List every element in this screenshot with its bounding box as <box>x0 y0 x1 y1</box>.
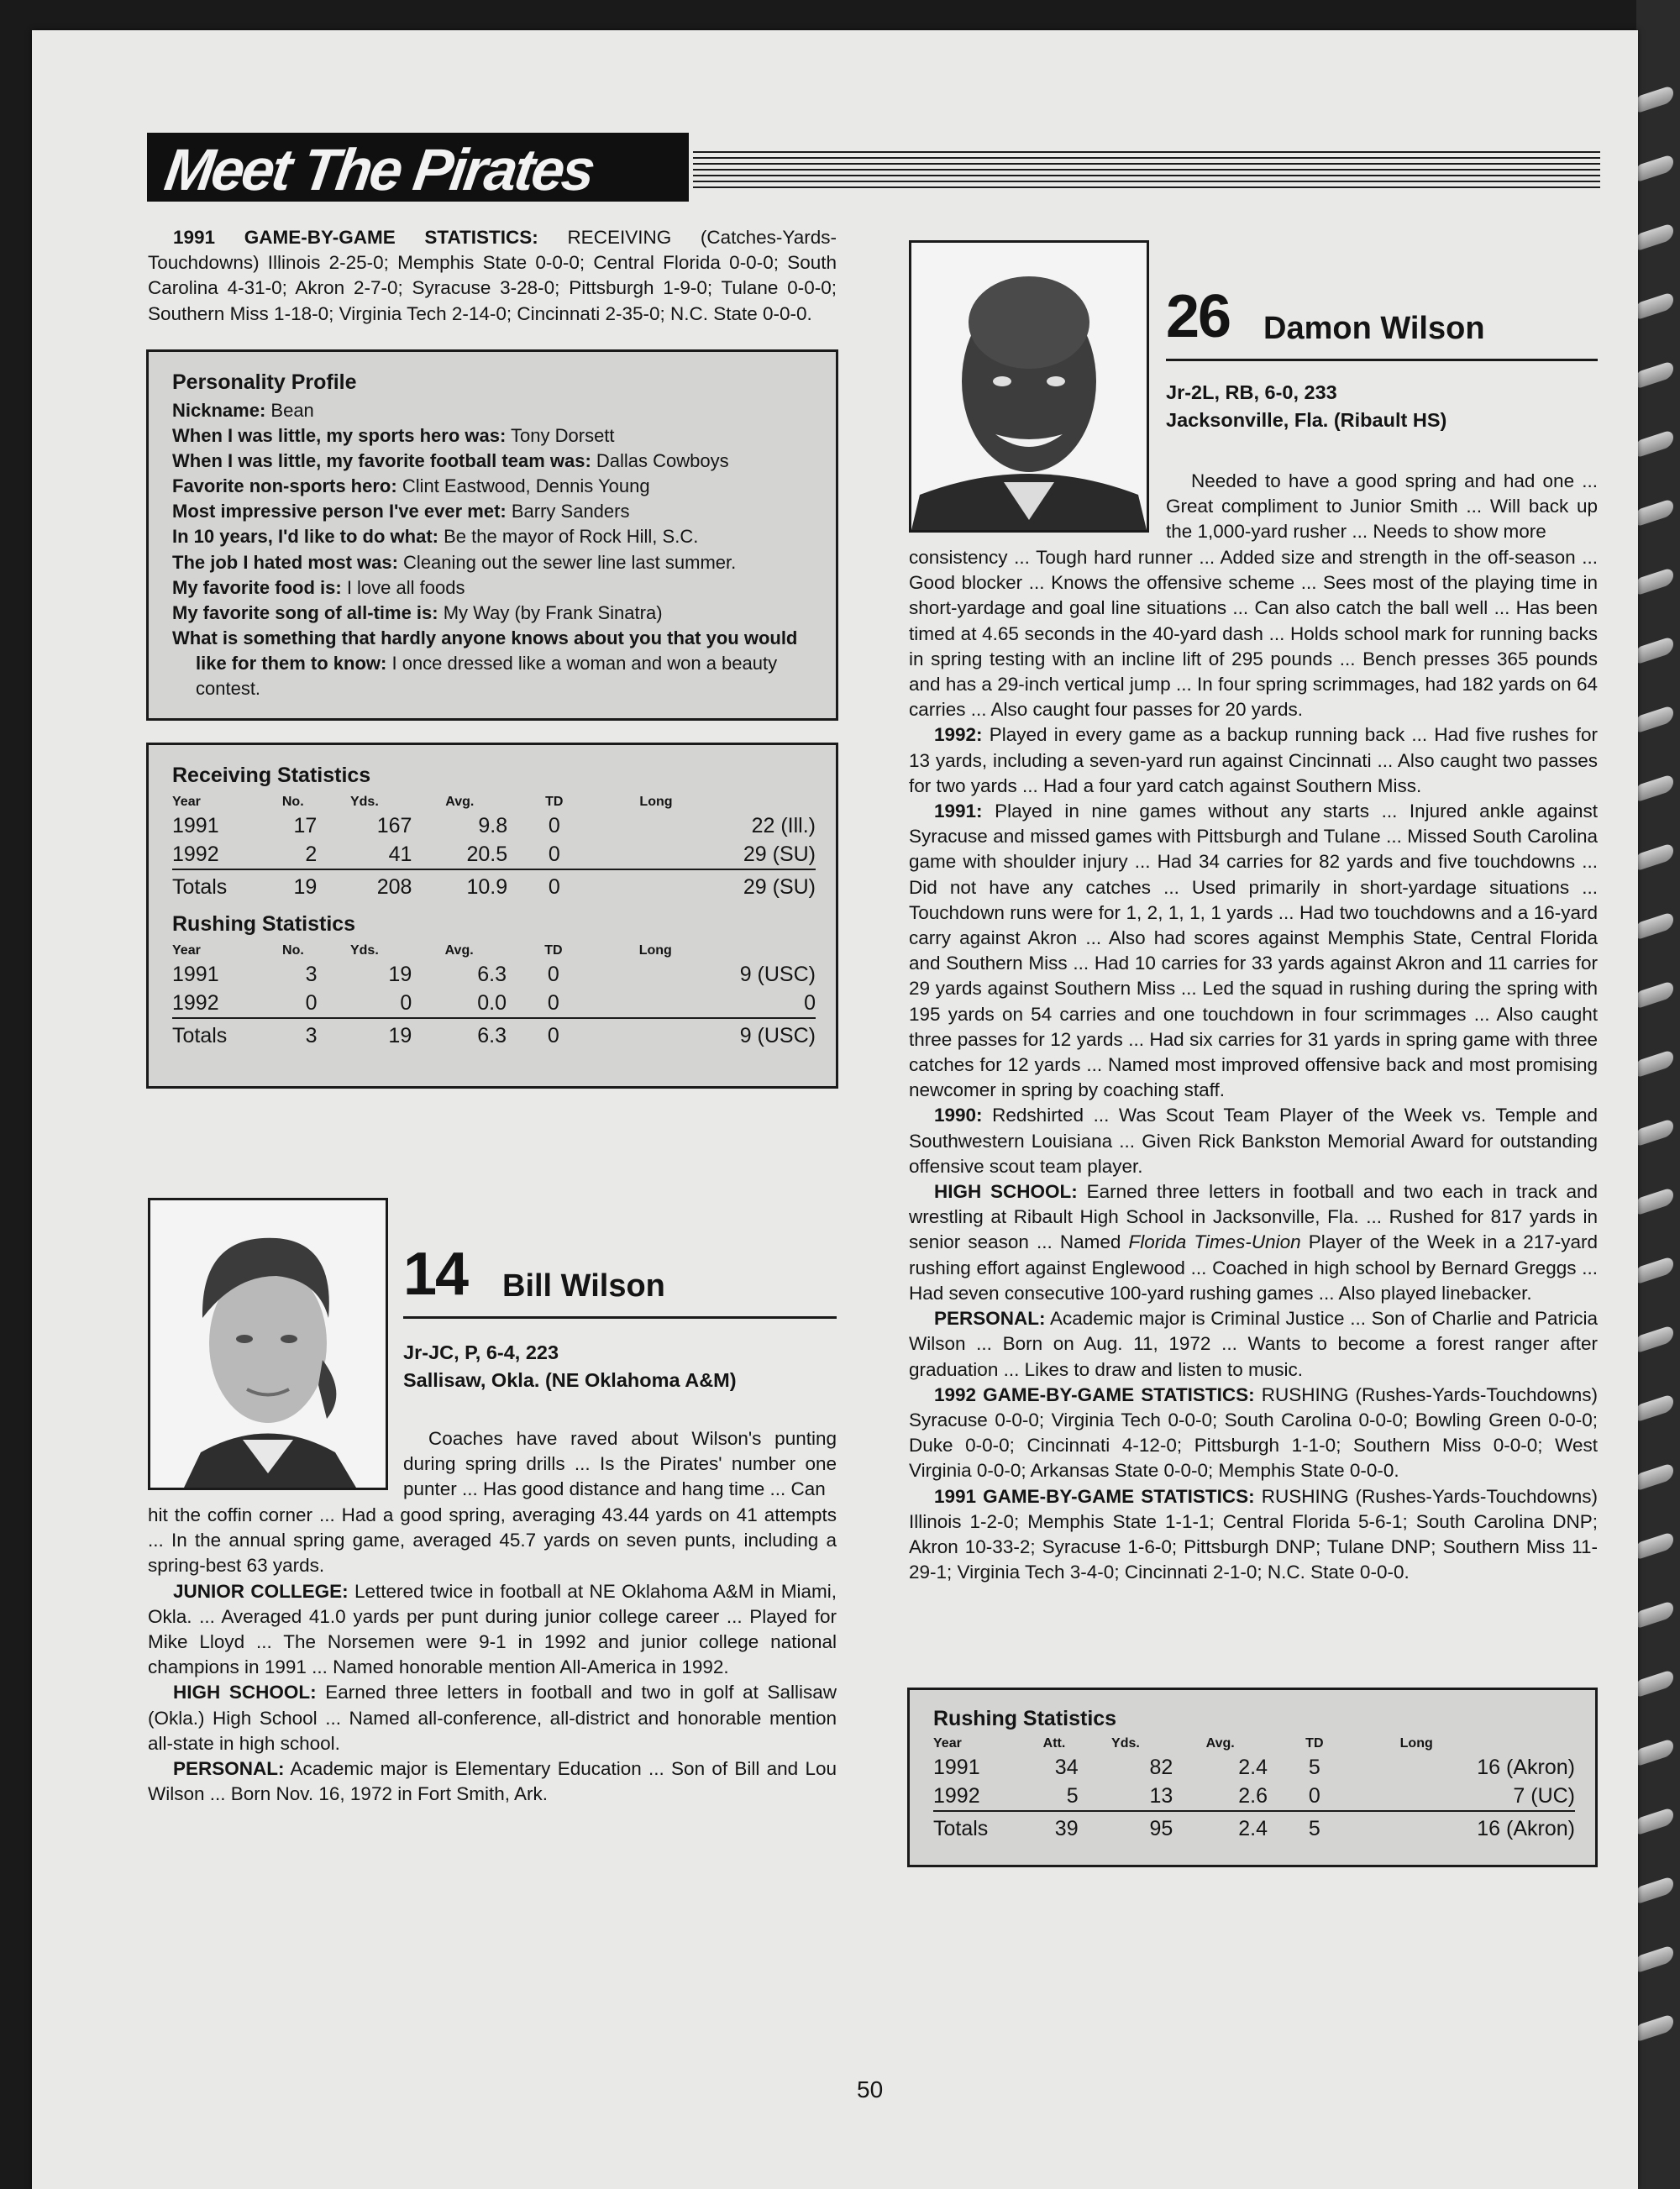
stat-cell: 1991 <box>933 1755 980 1779</box>
stat-cell: 16 (Akron) <box>1477 1755 1575 1779</box>
stat-cell: Year <box>172 795 201 809</box>
stat-cell: 1992 <box>172 990 219 1015</box>
bio-section-bill: JUNIOR COLLEGE: Lettered twice in football at NE Oklahoma A&M in Miami, Okla. ... Averaged 41.0 yards per punt during junior college career ... Played for Mike Lloyd ... The Norsemen were 9-1 in 1992 and junior college national champions in 1991 ... Named honorable mention All-America in 1992. <box>148 1580 837 1678</box>
stat-cell: Yds. <box>1111 1736 1140 1751</box>
stat-cell: Long <box>639 795 673 809</box>
personality-profile-box <box>146 349 838 721</box>
profile-question: In 10 years, I'd like to do what: <box>172 526 438 548</box>
stat-cell: Long <box>638 943 672 958</box>
player-photo-damon-wilson <box>909 240 1149 533</box>
profile-item <box>172 524 814 549</box>
stat-row <box>172 960 816 989</box>
stat-cell: 5 <box>1066 1783 1079 1808</box>
stat-cell: Avg. <box>445 795 475 809</box>
game-stats-1991-damon: 1991 GAME-BY-GAME STATISTICS: RUSHING (Rushes-Yards-Touchdowns) Illinois 1-2-0; Memphis State 1-1-1; Central Florida 5-6-1; South Carolina DNP; Akron 10-33-2; Syracuse 1-6-0; Pittsburgh DNP; Tulane DNP; Southern Miss 11-29-1; Virginia Tech 3-4-0; Cincinnati 2-1-0; N.C. State 0-0-0. <box>909 1485 1598 1583</box>
stat-cell: Totals <box>172 869 269 904</box>
header-rules <box>693 151 1600 198</box>
stat-cell: 17 <box>293 813 318 837</box>
stat-row <box>172 989 816 1018</box>
bio-intro-top-bill: Coaches have raved about Wilson's punting during spring drills ... Is the Pirates' number one punter ... Has good distance and hang time ... Can <box>403 1428 837 1500</box>
stat-cell: 6.3 <box>477 962 507 986</box>
stat-cell: 9 (USC) <box>739 962 816 986</box>
profile-answer: Dallas Cowboys <box>596 450 729 472</box>
stat-cell: 0 <box>305 990 318 1015</box>
profile-question: The job I hated most was: <box>172 551 398 573</box>
profile-item <box>172 449 814 474</box>
stat-cell: 19 <box>388 962 412 986</box>
profile-item <box>172 423 814 449</box>
stat-cell: 0.0 <box>477 990 507 1015</box>
bio-intro-top-damon: Needed to have a good spring and had one ... Great compliment to Junior Smith ... Will back up the 1,000-yard rusher ... Needs to show more <box>1166 470 1598 543</box>
stat-cell: 19 <box>269 869 317 904</box>
stat-cell: 1992 <box>933 1783 980 1808</box>
profile-answer: Clint Eastwood, Dennis Young <box>402 475 650 497</box>
stat-cell: 82 <box>1149 1755 1173 1779</box>
stat-cell: No. <box>282 943 304 958</box>
stat-cell: 3 <box>305 962 318 986</box>
name-rule-damon <box>1166 359 1598 361</box>
stat-cell: 167 <box>376 813 412 837</box>
stat-cell: 9.8 <box>478 813 508 837</box>
stat-cell: TD <box>1305 1736 1324 1751</box>
stat-cell: 0 <box>548 842 560 866</box>
bio-body-bill: hit the coffin corner ... Had a good spring, averaging 43.44 yards on 41 attempts ... In the annual spring game, averaged 45.7 yards on seven punts, including a spring-best 63 yards. JUNIOR COLLEGE: Lettered twice in football at NE Oklahoma A&M in Miami, Okla. ... Averaged 41.0 yards per punt during junior college career ... Played for Mike Lloyd ... The Norsemen were 9-1 in 1992 and junior college national champions in 1991 ... Named honorable mention All-America in 1992. HIGH SCHOOL: Earned three letters in football and two in golf at Sallisaw (Okla.) High School ... Named all-conference, all-district and honorable mention all-state in high school. PERSONAL: Academic major is Elementary Education ... Son of Bill and Lou Wilson ... Born Nov. 16, 1972 in Fort Smith, Ark. <box>148 1503 837 1807</box>
profile-question: Favorite non-sports hero: <box>172 475 397 497</box>
stat-cell: 7 (UC) <box>1513 1783 1575 1808</box>
stat-row <box>172 840 816 869</box>
stat-cell: 95 <box>1079 1811 1173 1845</box>
profile-item <box>172 398 814 423</box>
stat-cell: 6.3 <box>412 1018 507 1053</box>
stat-cell: 208 <box>317 869 412 904</box>
profile-item <box>172 601 814 626</box>
rushing-stats-table <box>172 942 816 1053</box>
stat-header-row <box>933 1735 1575 1753</box>
section-banner <box>147 133 689 202</box>
stat-cell: 22 (Ill.) <box>751 813 816 837</box>
stat-header-row <box>172 793 816 811</box>
stat-cell: Year <box>933 1736 962 1751</box>
profile-question: When I was little, my favorite football team was: <box>172 450 591 472</box>
player-meta-damon: Jr-2L, RB, 6-0, 233 Jacksonville, Fla. (Ribault HS) <box>1166 381 1447 431</box>
profile-question: When I was little, my sports hero was: <box>172 425 507 447</box>
profile-answer: Cleaning out the sewer line last summer. <box>403 551 737 573</box>
stat-cell: 9 (USC) <box>601 1018 816 1053</box>
bio-section-bill: PERSONAL: Academic major is Elementary Education ... Son of Bill and Lou Wilson ... Born Nov. 16, 1972 in Fort Smith, Ark. <box>148 1758 837 1805</box>
profile-question: What is something that hardly anyone knows about you that you would like for them to know: <box>172 627 798 674</box>
stat-cell: 1992 <box>172 842 219 866</box>
stat-cell: 13 <box>1149 1783 1173 1808</box>
stat-cell: 29 (SU) <box>743 842 816 866</box>
profile-answer: Barry Sanders <box>511 501 630 522</box>
stat-totals-row <box>933 1811 1575 1845</box>
binding-spine <box>1636 0 1680 2189</box>
stat-cell: 20.5 <box>466 842 508 866</box>
bio-high-school-damon: HIGH SCHOOL: Earned three letters in football and two each in track and wrestling at Ribault High School in Jacksonville, Fla. ... Rushed for 817 yards in senior season ... Named Florida Times-Union Player of the Week in a 217-yard rushing effort against Englewood ... Coached in high school by Bernard Greggs ... Had seven consecutive 100-yard rushing games ... Also played linebacker. <box>909 1181 1599 1304</box>
bio-1992-damon: 1992: Played in every game as a backup running back ... Had five rushes for 13 yards, including a seven-yard run against Cincinnati ... Also caught two passes for two yards ... Had a four yard catch against Southern Miss. <box>909 724 1598 796</box>
name-rule-bill <box>403 1316 837 1319</box>
bio-personal-damon: PERSONAL: Academic major is Criminal Justice ... Son of Charlie and Patricia Wilson ... Born on Aug. 11, 1972 ... Wants to become a forest ranger after graduation ... Likes to draw and listen to music. <box>909 1308 1599 1380</box>
stat-cell: No. <box>281 795 304 809</box>
bio-body-damon: consistency ... Tough hard runner ... Added size and strength in the off-season ... Good blocker ... Knows the offensive scheme ... Sees most of the playing time in short-yardage and goal line situations ... Can also catch the ball well ... Has been timed at 4.65 seconds in the 40-yard dash ... Holds school mark for running backs in spring testing with an incline lift of 295 pounds ... Bench presses 365 pounds and has a 29-inch vertical jump ... In four spring scrimmages, had 182 yards on 64 carries ... Also caught four passes for 20 yards. 1992: Played in every game as a backup running back ... Had five rushes for 13 yards, including a seven-yard run against Cincinnati ... Also caught two passes for two yards ... Had a four yard catch against Southern Miss. 1991: Played in nine games without any starts ... Injured ankle against Syracuse and missed games with Pittsburgh and Tulane ... Missed South Carolina game with shoulder injury ... Had 34 carries for 82 yards and five touchdowns ... Did not have any catches ... Used primarily in short-yardage situations ... Touchdown runs were for 1, 2, 1, 1, 1 yards ... Had two touchdowns and a 16-yard carry against Akron ... Also had scores against Memphis State, Central Florida and Southern Miss ... Had 10 carries for 33 yards against Akron and 11 carries for 29 yards against Southern Miss ... Led the squad in rushing during the spring with 195 yards on 54 carries and one touchdown in four scrimmages ... Also caught three passes for 12 yards ... Had six carries for 31 yards in spring game with three catches for 12 yards ... Named most improved offensive back and most promising newcomer in spring by coaching staff. 1990: Redshirted ... Was Scout Team Player of the Week vs. Temple and Southwestern Louisiana ... Given Rick Bankston Memorial Award for outstanding offensive scout team player. HIGH SCHOOL: Earned three letters in football and two each in track and wrestling at Ribault High School in Jacksonville, Fla. ... Rushed for 817 yards in senior season ... Named Florida Times-Union Player of the Week in a 217-yard rushing effort against Englewood ... Coached in high school by Bernard Greggs ... Had seven consecutive 100-yard rushing games ... Also played linebacker. PERSONAL: Academic major is Criminal Justice ... Son of Charlie and Patricia Wilson ... Born on Aug. 11, 1972 ... Wants to become a forest ranger after graduation ... Likes to draw and listen to music. 1992 GAME-BY-GAME STATISTICS: RUSHING (Rushes-Yards-Touchdowns) Syracuse 0-0-0; Virginia Tech 0-0-0; South Carolina 0-0-0; Bowling Green 0-0-0; Duke 0-0-0; Cincinnati 4-12-0; Pittsburgh 1-1-0; Southern Miss 0-0-0; West Virginia 0-0-0; Arkansas State 0-0-0; Memphis State 0-0-0. 1991 GAME-BY-GAME STATISTICS: RUSHING (Rushes-Yards-Touchdowns) Illinois 1-2-0; Memphis State 1-1-1; Central Florida 5-6-1; South Carolina DNP; Akron 10-33-2; Syracuse 1-6-0; Pittsburgh DNP; Tulane DNP; Southern Miss 11-29-1; Virginia Tech 3-4-0; Cincinnati 2-1-0; N.C. State 0-0-0. <box>909 545 1598 1585</box>
stat-cell: 0 <box>804 990 816 1015</box>
stat-cell: Year <box>172 943 201 958</box>
profile-answer: I love all foods <box>346 576 465 598</box>
stat-cell: 5 <box>1308 1755 1320 1779</box>
rushing-stats-table-damon <box>933 1735 1575 1845</box>
stat-cell: 0 <box>547 990 559 1015</box>
portrait-damon-icon <box>911 243 1147 530</box>
stat-cell: 1991 <box>172 813 219 837</box>
profile-item <box>172 575 814 601</box>
stat-cell: 10.9 <box>412 869 507 904</box>
rushing-stats-title-damon: Rushing Statistics <box>933 1707 1117 1730</box>
stat-cell: Avg. <box>1205 1736 1235 1751</box>
stat-header-row <box>172 942 816 960</box>
stat-cell: 41 <box>388 842 412 866</box>
game-stats-1992-damon: 1992 GAME-BY-GAME STATISTICS: RUSHING (Rushes-Yards-Touchdowns) Syracuse 0-0-0; Virginia Tech 0-0-0; South Carolina 0-0-0; Bowling Green 0-0-0; Duke 0-0-0; Cincinnati 4-12-0; Pittsburgh 1-1-0; Southern Miss 0-0-0; West Virginia 0-0-0; Arkansas State 0-0-0; Memphis State 0-0-0. <box>909 1383 1598 1482</box>
stat-cell: 39 <box>1030 1811 1078 1845</box>
profile-question: Most impressive person I've ever met: <box>172 501 507 522</box>
bio-1991-damon: 1991: Played in nine games without any starts ... Injured ankle against Syracuse and missed games with Pittsburgh and Tulane ... Missed South Carolina game with shoulder injury ... Had 34 carries for 82 yards and five touchdowns ... Did not have any catches ... Used primarily in short-yardage situations ... Touchdown runs were for 1, 2, 1, 1, 1 yards ... Had two touchdowns and a 16-yard carry against Akron ... Also had scores against Memphis State, Central Florida and Southern Miss ... Had 10 carries for 33 yards against Akron and 11 carries for 29 yards against Southern Miss ... Led the squad in rushing during the spring with 195 yards on 54 carries and one touchdown in four scrimmages ... Also caught three passes for 12 yards ... Had six carries for 31 yards in spring game with three catches for 12 yards ... Named most improved offensive back and most promising newcomer in spring by coaching staff. <box>909 801 1598 1101</box>
profile-item <box>172 550 814 575</box>
personality-profile-list <box>172 398 814 701</box>
stat-cell: 16 (Akron) <box>1362 1811 1575 1845</box>
stat-cell: Avg. <box>444 943 474 958</box>
profile-question: My favorite song of all-time is: <box>172 601 438 623</box>
profile-answer: Be the mayor of Rock Hill, S.C. <box>444 526 699 548</box>
stat-cell: 2.4 <box>1173 1811 1268 1845</box>
stat-cell: 2.4 <box>1238 1755 1268 1779</box>
stat-cell: 0 <box>400 990 412 1015</box>
stat-cell: 3 <box>269 1018 317 1053</box>
stat-cell: Totals <box>933 1811 1030 1845</box>
stat-totals-row <box>172 869 816 904</box>
player-name-damon: Damon Wilson <box>1263 311 1485 346</box>
stat-cell: 0 <box>548 813 560 837</box>
page-number: 50 <box>857 2076 884 2102</box>
stat-cell: Att. <box>1042 1736 1066 1751</box>
receiving-stats-table <box>172 793 816 904</box>
page-title: Meet The Pirates <box>160 137 597 202</box>
receiving-stats-title: Receiving Statistics <box>172 764 371 787</box>
profile-item <box>172 626 814 701</box>
stat-cell: 0 <box>507 869 601 904</box>
profile-answer: Tony Dorsett <box>511 425 615 447</box>
stat-cell: 5 <box>1268 1811 1362 1845</box>
stat-cell: Long <box>1399 1736 1433 1751</box>
profile-item <box>172 474 814 499</box>
stat-cell: 0 <box>507 1018 601 1053</box>
profile-answer: Bean <box>270 400 314 421</box>
player-photo-bill-wilson <box>148 1198 388 1490</box>
profile-question: My favorite food is: <box>172 576 342 598</box>
stat-cell: Yds. <box>349 795 379 809</box>
statistics-box-damon <box>907 1688 1598 1867</box>
profile-answer: I once dressed like a woman and won a beauty contest. <box>196 652 778 700</box>
jersey-number-bill: 14 <box>403 1241 468 1308</box>
stat-cell: 29 (SU) <box>601 869 816 904</box>
stat-row <box>933 1753 1575 1782</box>
stat-cell: 0 <box>547 962 559 986</box>
stat-row <box>172 811 816 840</box>
rushing-stats-title: Rushing Statistics <box>172 912 356 936</box>
stat-cell: Yds. <box>349 943 379 958</box>
stat-cell: 34 <box>1054 1755 1079 1779</box>
bio-section-bill: HIGH SCHOOL: Earned three letters in football and two in golf at Sallisaw (Okla.) High School ... Named all-conference, all-district and honorable mention all-state in high school. <box>148 1682 837 1754</box>
profile-question: Nickname: <box>172 400 266 421</box>
player-name-bill: Bill Wilson <box>502 1268 665 1304</box>
bio-1990-damon: 1990: Redshirted ... Was Scout Team Player of the Week vs. Temple and Southwestern Louisiana ... Given Rick Bankston Memorial Award for outstanding offensive scout team player. <box>909 1105 1598 1177</box>
intro-game-stats: 1991 GAME-BY-GAME STATISTICS: RECEIVING (Catches-Yards-Touchdowns) Illinois 2-25-0; Memphis State 0-0-0; Central Florida 0-0-0; South Carolina 4-31-0; Akron 2-7-0; Syracuse 3-28-0; Pittsburgh 1-9-0; Tulane 0-0-0; Southern Miss 1-18-0; Virginia Tech 2-14-0; Cincinnati 2-35-0; N.C. State 0-0-0. <box>148 227 837 324</box>
stat-cell: 0 <box>1308 1783 1320 1808</box>
portrait-bill-icon <box>150 1200 386 1488</box>
jersey-number-damon: 26 <box>1166 283 1231 350</box>
stat-cell: Totals <box>172 1018 269 1053</box>
stat-cell: 2 <box>305 842 318 866</box>
stat-cell: 19 <box>318 1018 412 1053</box>
stat-cell: 1991 <box>172 962 219 986</box>
personality-profile-title: Personality Profile <box>172 370 357 394</box>
stat-cell: TD <box>545 795 564 809</box>
stat-cell: 2.6 <box>1238 1783 1268 1808</box>
stat-totals-row <box>172 1018 816 1053</box>
profile-answer: My Way (by Frank Sinatra) <box>443 601 663 623</box>
player-meta-bill: Jr-JC, P, 6-4, 223 Sallisaw, Okla. (NE Oklahoma A&M) <box>403 1341 737 1391</box>
stat-cell: TD <box>544 943 563 958</box>
stat-row <box>933 1782 1575 1811</box>
statistics-box-bill <box>146 743 838 1089</box>
profile-item <box>172 499 814 524</box>
